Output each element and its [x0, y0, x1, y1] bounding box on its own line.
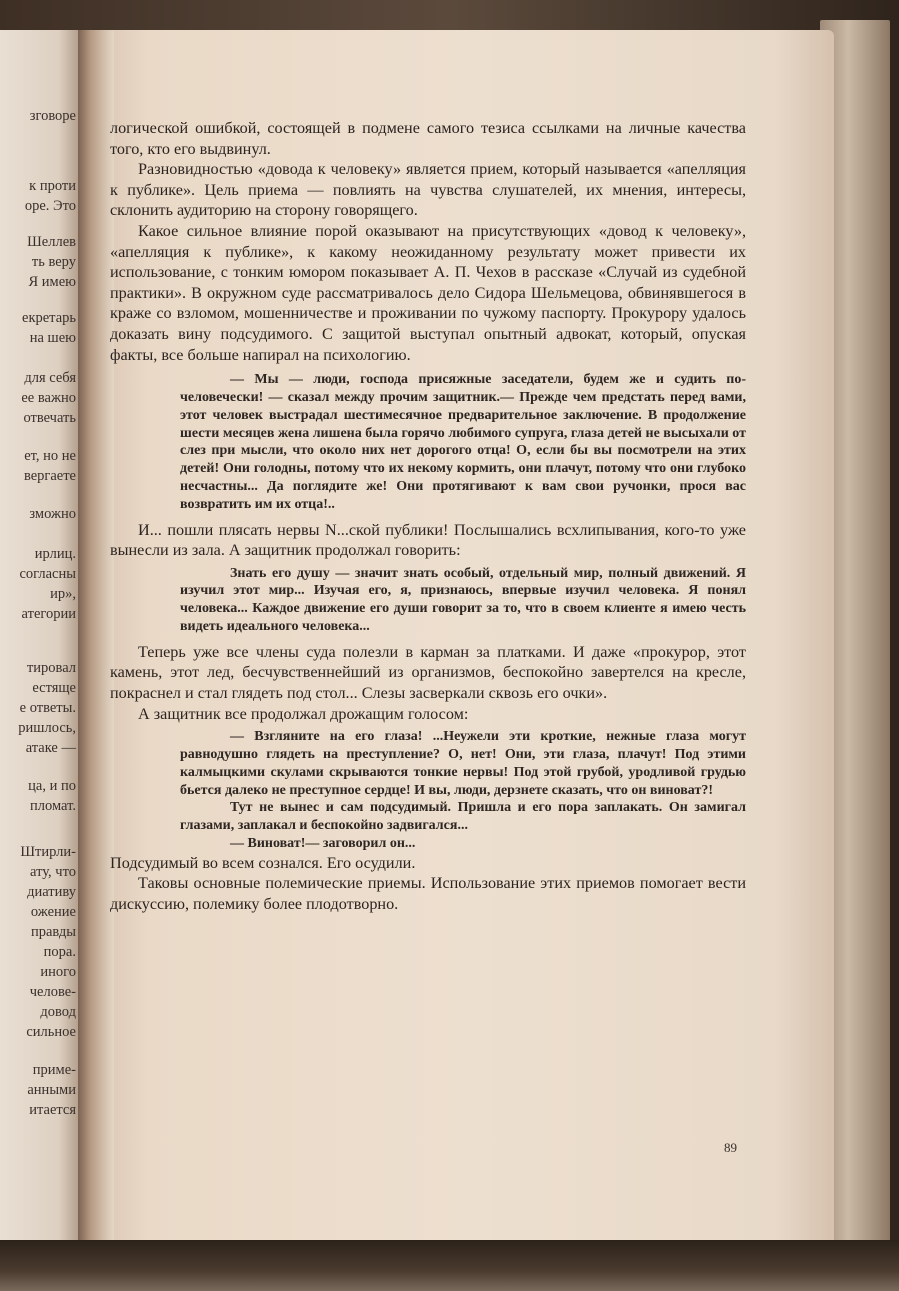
paragraph: Какое сильное влияние порой оказывают на присутствующих «довод к человеку», «апелляция к публике», к какому неожиданному результату может привести их использование, с тонким юмором показывает А. П. Чехов в рассказе «Случай из судебной практики». В окружном суде рассматривалось дело Сидора Шельмецова, обвинявшегося в краже со взломом, мошенничестве и проживании по чужому паспорту. Прокурору удалось доказать вину подсудимого. С защитой выступал опытный адвокат, который, опуская факты, все больше напирал на психологию.	[110, 221, 746, 364]
left-fragment-line: иного	[40, 964, 76, 980]
paragraph: И... пошли плясать нервы N...ской публики! Послышались всхлипывания, кого-то уже вынесли из зала. А защитник продолжал говорить:	[110, 520, 746, 560]
left-fragment-line: на шею	[29, 330, 76, 346]
quote-block: — Виноват!— заговорил он...	[230, 836, 416, 852]
left-fragment-line: естяще	[32, 680, 76, 696]
left-fragment-line: челове-	[29, 984, 76, 1000]
paragraph: Теперь уже все члены суда полезли в карман за платками. И даже «прокурор, этот камень, этот лед, бесчувственнейший из организмов, беспокойно завертелся на кресле, покраснел и стал глядеть под стол... Слезы засверкали сквозь его очки».	[110, 642, 746, 703]
left-fragment-line: Я имею	[28, 274, 76, 290]
left-fragment-line: Штирли-	[20, 844, 76, 860]
left-fragment-line: пломат.	[30, 798, 76, 814]
left-fragment-line: вергаете	[23, 468, 76, 484]
page-number: 89	[724, 1140, 737, 1155]
left-fragment-line: довод	[40, 1004, 76, 1020]
left-fragment-line: ришлось,	[18, 720, 76, 736]
left-fragment-line: ирлиц.	[34, 546, 76, 562]
left-fragment-line: оре. Это	[24, 198, 76, 214]
bottom-shadow	[0, 1240, 899, 1291]
left-fragment-line: ожение	[30, 904, 76, 920]
left-fragment-line: ца, и по	[28, 778, 76, 794]
paragraph: Таковы основные полемические приемы. Использование этих приемов помогает вести дискуссию, полемику более плодотворно.	[110, 874, 746, 914]
left-fragment-line: ир»,	[50, 586, 76, 602]
left-fragment-line: тировал	[26, 660, 76, 676]
left-fragment-line: атегории	[21, 606, 76, 622]
left-fragment-line: атаке —	[25, 740, 76, 756]
left-fragment-line: пора.	[43, 944, 76, 960]
paragraph: А защитник все продолжал дрожащим голосом:	[138, 704, 469, 723]
left-fragment-line: зможно	[29, 506, 76, 522]
left-fragment-line: итается	[29, 1102, 76, 1118]
left-fragment-line: зговоре	[29, 108, 76, 124]
book-gutter	[78, 30, 114, 1245]
left-fragment-line: ее важно	[21, 390, 76, 406]
left-fragment-line: диативу	[27, 884, 76, 900]
left-fragment-line: к проти	[29, 178, 76, 194]
quote-block: Знать его душу — значит знать особый, отдельный мир, полный движений. Я изучил этот мир... Изучая его, я, признаюсь, впервые изучил человека. Я понял человека... Каждое движение его души говорит за то, что в своем клиенте я имею честь видеть идеального человека...	[180, 565, 746, 635]
left-fragment-line: ть веру	[31, 254, 76, 270]
left-fragment-line: екретарь	[22, 310, 76, 326]
left-fragment-line: отвечать	[23, 410, 76, 426]
quote-block: — Взгляните на его глаза! ...Неужели эти кроткие, нежные глаза могут равнодушно глядеть на преступление? О, нет! Они, эти глаза, плачут! Под этими калмыцкими скулами скрываются тонкие нервы! Под этой грубой, уродливой грудью бьется далеко не преступное сердце! И вы, люди, дерзнете сказать, что он виноват?!	[180, 729, 746, 798]
paragraph: логической ошибкой, состоящей в подмене самого тезиса ссылками на личные качества того, кто его выдвинул.	[110, 119, 746, 158]
left-fragment-line: приме-	[32, 1062, 76, 1078]
left-fragment-line: Шеллев	[27, 234, 76, 250]
page-text	[110, 118, 746, 915]
left-fragment-line: для себя	[24, 370, 76, 386]
paragraph: Подсудимый во всем сознался. Его осудили.	[110, 853, 416, 872]
left-fragment-line: правды	[30, 924, 76, 940]
quote-block: — Мы — люди, господа присяжные заседатели, будем же и судить по-человечески! — сказал между прочим защитник.— Прежде чем предстать перед вами, этот человек выстрадал шестимесячное предварительное заключение. В продолжение шести месяцев жена лишена была горячо любимого супруга, глаза детей не высыхали от слез при мысли, что около них нет дорогого отца! О, если бы вы посмотрели на этих детей! Они голодны, потому что их некому кормить, они плачут, потому что они глубоко несчастны... Да поглядите же! Они протягивают к вам свои ручонки, прося вас возвратить им их отца!..	[180, 372, 746, 512]
left-fragment-line: сильное	[26, 1024, 76, 1040]
left-fragment-line: ет, но не	[24, 448, 76, 464]
paragraph: Разновидностью «довода к человеку» является прием, который называется «апелляция к публике». Цель приема — повлиять на чувства слушателей, их мнения, интересы, склонить аудиторию на сторону говорящего.	[110, 160, 746, 220]
left-fragment-line: согласны	[19, 566, 76, 582]
quote-block: Тут не вынес и сам подсудимый. Пришла и его пора заплакать. Он замигал глазами, заплакал и беспокойно задвигался...	[180, 800, 746, 834]
left-fragment-line: анными	[27, 1082, 76, 1098]
left-fragment-line: ату, что	[30, 864, 76, 880]
left-fragment-line: е ответы.	[19, 700, 76, 716]
left-page-fragment	[0, 30, 84, 1245]
